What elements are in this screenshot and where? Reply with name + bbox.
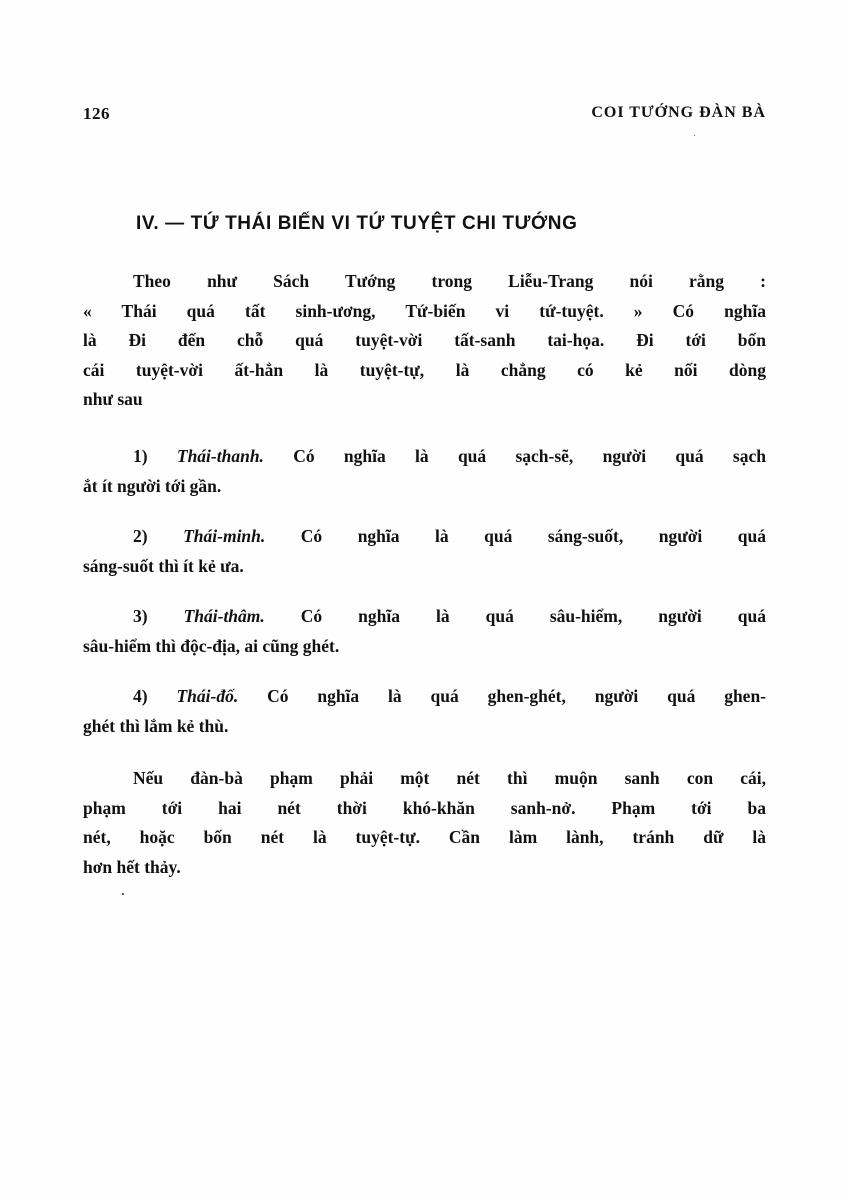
item-second-line: sâu-hiểm thì độc-địa, ai cũng ghét. — [83, 635, 340, 656]
item-number: 1) — [133, 446, 148, 466]
item-first-line — [83, 682, 766, 712]
paragraph-line: là Đi đến chỗ quá tuyệt-vời tất-sanh tai-họa. Đi tới bốn — [83, 330, 766, 350]
page-number: 126 — [83, 104, 110, 123]
closing-paragraph — [83, 764, 766, 882]
section-title: IV. — TỨ THÁI BIẾN VI TỨ TUYỆT CHI TƯỚNG — [136, 213, 578, 234]
scan-speck — [122, 893, 124, 895]
item-first-line — [83, 442, 766, 472]
book-title: COI TƯỚNG ĐÀN BÀ — [591, 104, 766, 121]
item-number: 2) — [133, 526, 148, 546]
item-number: 3) — [133, 606, 148, 626]
paragraph-line: Theo như Sách Tướng trong Liễu-Trang nói rằng : — [133, 271, 766, 291]
list-item — [83, 682, 766, 741]
paragraph-line: cái tuyệt-vời ất-hẳn là tuyệt-tự, là chẳng có kẻ nối dòng — [83, 359, 766, 380]
paragraph-line: hơn hết thảy. — [83, 856, 181, 877]
item-second-line: ắt ít người tới gần. — [83, 475, 222, 496]
item-definition: Có nghĩa là quá ghen-ghét, người quá ghen- — [267, 686, 767, 706]
paragraph-line: nét, hoặc bốn nét là tuyệt-tự. Cần làm lành, tránh dữ là — [83, 827, 766, 847]
item-definition: Có nghĩa là quá sạch-sẽ, người quá sạch — [293, 446, 766, 466]
paragraph-line: phạm tới hai nét thời khó-khăn sanh-nở. Phạm tới ba — [83, 797, 766, 818]
item-first-line — [83, 522, 766, 552]
list-item — [83, 442, 766, 501]
paragraph-line: « Thái quá tất sinh-ương, Tứ-biến vi tứ-tuyệt. » Có nghĩa — [83, 300, 766, 321]
item-term: Thái-thâm. — [183, 606, 265, 626]
list-item — [83, 522, 766, 581]
item-term: Thái-thanh. — [176, 446, 264, 466]
scan-speck — [694, 135, 695, 136]
item-term: Thái-đố. — [176, 686, 239, 706]
list-item — [83, 602, 766, 661]
item-number: 4) — [133, 686, 148, 706]
paragraph-line: Nếu đàn-bà phạm phải một nét thì muộn sanh con cái, — [133, 768, 766, 788]
running-head — [83, 104, 766, 128]
item-definition: Có nghĩa là quá sáng-suốt, người quá — [300, 526, 767, 546]
intro-paragraph — [83, 267, 766, 415]
paragraph-line: như sau — [83, 389, 143, 409]
item-first-line — [83, 602, 766, 632]
item-second-line: ghét thì lắm kẻ thù. — [83, 715, 229, 736]
item-definition: Có nghĩa là quá sâu-hiểm, người quá — [300, 606, 766, 626]
item-term: Thái-minh. — [183, 526, 266, 546]
item-second-line: sáng-suốt thì ít kẻ ưa. — [83, 555, 244, 576]
